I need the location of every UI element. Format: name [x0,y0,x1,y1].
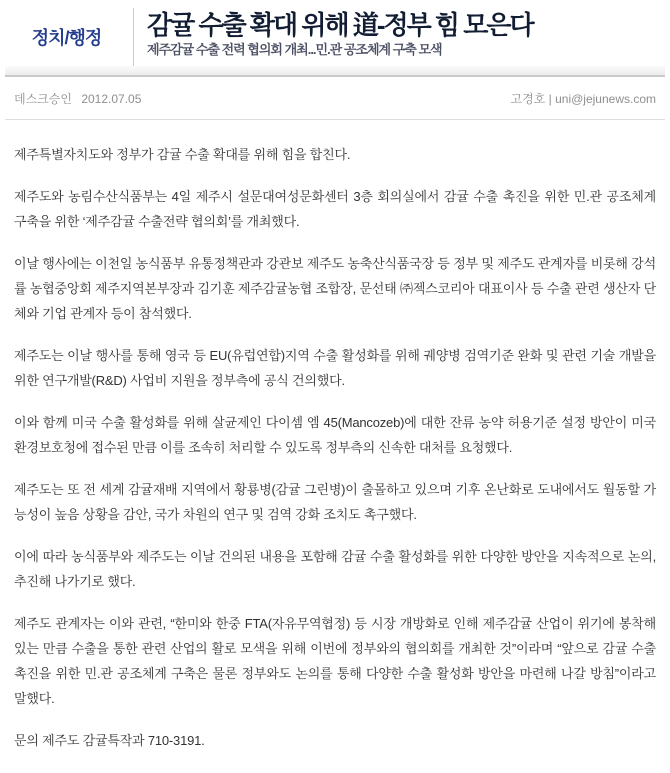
desk-approval-date: 2012.07.05 [81,92,142,106]
header-divider-bar [5,66,665,77]
article-header [0,0,670,66]
desk-approval-label: 데스크승인 [14,92,72,106]
article-title: 감귤 수출 확대 위해 道-정부 힘 모은다 [147,10,533,40]
article-paragraph: 제주도와 농림수산식품부는 4일 제주시 설문대여성문화센터 3층 회의실에서 감귤 수출 촉진을 위한 민.관 공조체계 구축을 위한 ‘제주감귤 수출전략 협의회’를 개최했다. [14,189,656,229]
article-paragraph: 이날 행사에는 이천일 농식품부 유통정책관과 강관보 제주도 농축산식품국장 등 정부 및 제주도 관계자를 비롯해 강석률 농협중앙회 제주지역본부장과 김기훈 제주감귤농협 조합장, 문선태 ㈜젝스코리아 대표이사 등 수출 관련 생산자 단체와 기업 관계자 등이 참석했다. [14,256,656,321]
article-paragraph: 문의 제주도 감귤특작과 710-3191. [14,733,205,748]
title-cell [133,8,670,66]
desk-approval [14,90,147,107]
article-paragraph: 이와 함께 미국 수출 활성화를 위해 살균제인 다이셈 엠 45(Mancozeb)에 대한 잔류 농약 허용기준 설정 방안이 미국 환경보호청에 접수된 만큼 이를 조속히 처리할 수 있도록 정부측의 신속한 대처를 요청했다. [14,415,656,455]
category-link[interactable]: 정치/행정 [31,28,102,48]
article-paragraph: 제주도는 또 전 세계 감귤재배 지역에서 황룡병(감귤 그린병)이 출몰하고 있으며 기후 온난화로 도내에서도 월동할 가능성이 높음 상황을 감안, 국가 차원의 연구 및 검역 강화 조치도 촉구했다. [14,482,656,522]
byline-row [0,77,670,119]
article-paragraph: 이에 따라 농식품부와 제주도는 이날 건의된 내용을 포함해 감귤 수출 활성화를 위한 다양한 방안을 지속적으로 논의, 추진해 나가기로 했다. [14,549,656,589]
article-paragraph: 제주특별자치도와 정부가 감귤 수출 확대를 위해 힘을 합친다. [14,147,351,162]
article-paragraph: 제주도 관계자는 이와 관련, “한미와 한중 FTA(자유무역협정) 등 시장 개방화로 인해 제주감귤 산업이 위기에 봉착해 있는 만큼 수출을 통한 관련 산업의 활로 모색을 위해 이번에 정부와의 협의회를 개최한 것”이라며 “앞으로 감귤 수출 촉진을 위한 민.관 공조체계 구축은 물론 정부와도 논의를 통해 다양한 수출 활성화 방안을 마련해 나갈 방침”이라고 말했다. [14,616,656,706]
reporter-email-link[interactable]: 고경호 | uni@jejunews.com [510,92,656,106]
article-subtitle: 제주감귤 수출 전력 협의회 개최...민.관 공조체계 구축 모색 [147,42,442,57]
category-cell [0,8,133,66]
article-body [0,120,670,753]
article-paragraph: 제주도는 이날 행사를 통해 영국 등 EU(유럽연합)지역 수출 활성화를 위해 궤양병 검역기준 완화 및 관련 기술 개발을 위한 연구개발(R&D) 사업비 지원을 정부측에 공식 건의했다. [14,348,656,388]
